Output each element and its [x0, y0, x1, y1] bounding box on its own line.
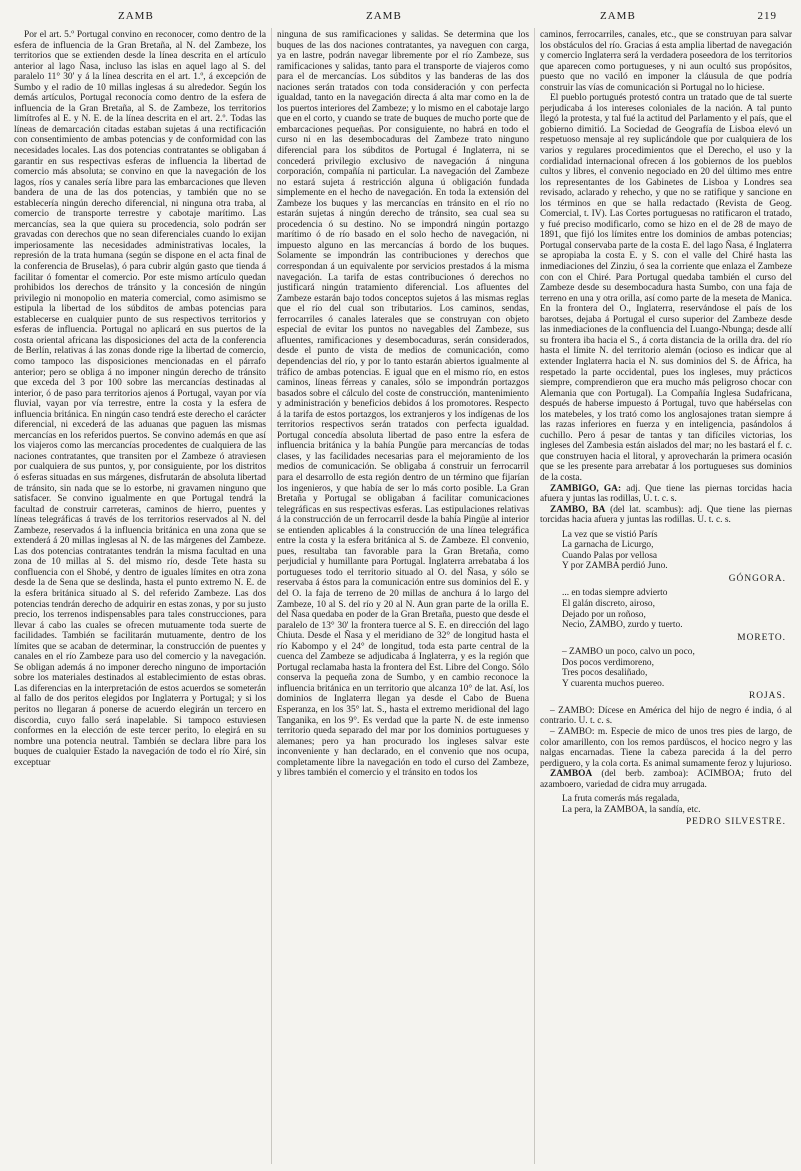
body-paragraph: Por el art. 5.º Portugal convino en reconocer, como dentro de la esfera de influencia de la Gran Bretaña, al N. del Zambeze, los territorios que se extienden desde la línea descrita en el artículo anterior al lago Ñasa, incluso las islas en aquel lago al S. del paralelo 11° 30' y á la línea descrita en el art. 1.º, á excepción de Sumbo y el radio de 10 millas inglesas á su alrededor. Según los demás artículos, Portugal reconocía como dentro de la esfera de influencia de la Gran Bretaña, al S. de Zambeze, los territorios limítrofes al E. y N. E. de la línea descrita en el art. 2.º. Todas las líneas de demarcación citadas estaban sujetas á una rectificación con consentimiento de ambas potencias y de conformidad con las necesidades locales. Las dos potencias contratantes se obligaban á garantir en sus respectivas esferas de influencia la libertad de comercio más absoluta; se convino en que la navegación de los lagos, ríos y canales sería libre para las embarcaciones que lleven bandera de una de las dos potencias, y también que no se establecería ningún derecho diferencial, ni ninguna otra traba, al comercio de transporte terrestre y cabotaje marítimo. Las mercancías, sea la que quiera su procedencia, solo podrán ser gravadas con derechos que no sean diferenciales cuando lo exijan imperiosamente las necesidades administrativas locales, la represión de la trata humana (según se dispone en el acta final de la conferencia de Bruselas), ó para cubrir algún gasto que tienda á facilitar ó fomentar el comercio. Por este mismo artículo quedan prohibidos los derechos de tránsito y la concesión de ningún privilegio ni monopolio en materia comercial, como asimismo se estipula la libertad de los súbditos de ambas potencias para establecerse en cualquier punto de sus respectivos territorios y esferas de influencia. Portugal no aplicará en sus puertos de la costa oriental africana las disposiciones del acta de la conferencia de Berlín, relativas á las zonas donde rige la libertad de comercio, como tampoco las disposiciones mencionadas en el párrafo anterior; pero se obliga á no imponer ningún derecho de tránsito que exceda del 3 por 100 sobre las mercancías destinadas al interior, ó de paso para territorios ajenos á Portugal, vayan por vía fluvial, vayan por vía terrestre, entre la costa y la esfera de influencia británica. En ningún caso tendrá este derecho el carácter diferencial, ni excederá de las aduanas que paguen las mismas mercancías en los referidos puertos. Se convino además en que así los viajeros como las mercancías procedentes de cualquiera de las naciones contratantes, que transiten por el Zambeze ó atraviesen por cualquiera de sus puntos, y, por consiguiente, por los distritos ó esferas situadas en sus márgenes, disfrutarán de absoluta libertad de tránsito, sin nada que se lo estorbe, ni gravamen ninguno que satisfacer. Se convino igualmente en que Portugal tendrá la facultad de construir carreteras, caminos de hierro, puentes y líneas telegráficas á través de los territorios reservados al N. del Zambeze, reservados á la influencia británica en una zona que se extenderá á 20 millas inglesas al N. de las márgenes del Zambeze. Las dos potencias contratantes tendrán la misma facultad en una zona de 10 millas al S. del mismo río, desde Tete hasta su confluencia con el Shobé, y dentro de iguales límites en otra zona desde la de Sena que se deslinda, hasta el punto extremo N. E. de la esfera británica situado al S. del referido Zambeze. Las dos potencias tendrán derecho de adquirir en estas zonas, y por su justo precio, los terrenos indispensables para tales construcciones, para llevar á cabo las cuales se ofrecen mutuamente toda suerte de facilidades. También se facilitarán mutuamente, dentro de los límites que se acaban de determinar, la construcción de puentes y canales en el río Zambeze para uso del comercio y la navegación. Se obligan además á no imponer derecho ninguno de importación sobre los materiales destinados al establecimiento de estas obras. Las diferencias en la interpretación de estos acuerdos se someterán al fallo de dos peritos elegidos por Inglaterra y Portugal; y si los peritos no llegaran á ponerse de acuerdo elegirán un tercero en discordia, cuyo fallo será inapelable. Si tampoco estuviesen conformes en la elección de este tercer perito, lo elegirá en su nombre una potencia neutral. También se declara libre para los buques de cualquier Estado la navegación de todo el río Xiré, sin exceptuar [14, 30, 266, 768]
verse-line: ... en todas siempre advierto [562, 588, 668, 599]
entry-zambo-mico: – ZAMBO: m. Especie de mico de unos tres pies de largo, de color amarillento, con los remos pardüscos, el hocico negro y las nalgas encarnadas. Tiene la cabeza parecida á la del perro perdiguero, y la cola corta. Es animal sumamente feroz y lujurioso. [540, 727, 792, 769]
entry-zambo [540, 505, 792, 526]
text-column-3 [540, 30, 792, 1164]
verse-line: La garnacha de Licurgo, [562, 540, 654, 551]
entry-definition: (del lat. scambus): adj. Que tiene las piernas torcidas hacia afuera y juntas las rodillas. U. t. c. s. [540, 504, 792, 526]
verse-line: La fruta comerás más regalada, [562, 794, 680, 805]
verse-line: Dejado por un roñoso, [562, 609, 646, 620]
quotation-silvestre [562, 794, 792, 815]
running-head [0, 10, 801, 24]
entry-headword: ZAMBIGO, GA: [550, 483, 622, 494]
body-paragraph: El pueblo portugués protestó contra un tratado que de tal suerte perjudicaba á los intereses coloniales de la nación. A tal punto llegó la protesta, y tal fué la actitud del Parlamento y el país, que el gobierno dimitió. La Sociedad de Geografía de Lisboa elevó un respetuoso mensaje al rey suplicándole que por cualquiera de los varios y regulares procedimientos que el Derecho, el uso y la cordialidad internacional ofrecen á los gobiernos de los pueblos cultos y libres, el convenio negociado en 20 del último mes entre los representantes de los Gabinetes de Lisboa y Londres sea revisado, aclarado y rehecho, y que no se ratifique y sancione en los términos en que se halla redactado (Revista de Geog. Comercial, t. IV). Las Cortes portuguesas no ratificaron el tratado, y fué preciso modificarlo, como se hizo en el de 28 de mayo de 1891, que fijó los límites entre los dominios de ambas potencias; Portugal conservaba parte de la costa E. del lago Ñasa, é Inglaterra se apropiaba la costa E. y S. con el valle del Chiré hasta las inmediaciones del Zinziu, ó sea la corriente que enlaza el Zambeze con con el Chiré. Para Portugal quedaba también el curso del Zambeze desde su desembocadura hasta Sumbo, con una faja de terreno en una y otra orilla, así como parte de la meseta de Manica. En la frontera del O., Inglaterra, reservándose el país de los barotses, dejaba á Portugal el curso superior del Zambeze desde las inmediaciones de la confluencia del Luango-Nbunga; desde allí su frontera iba hacia el S., á corta distancia de la orilla dra. del río hasta el límite N. del territorio alemán (ocioso es indicar que al extender Inglaterra hacia el N. sus dominios del S. de África, ha respetado la parte occidental, pues los ingleses, muy prácticos siempre, comprendieron que era mucho más peligroso chocar con Alemania que con Portugal). La Compañía Inglesa Sudafricana, después de haberse impuesto á Portugal, tuvo que habérselas con los matebeles, y los trató como los anglosajones tratan siempre á las razas inferiores en fuerza y en inteligencia, pasándolos á cuchillo. Pero á pesar de tantas y tan difíciles victorias, los ingleses del Zambesia están aislados del mar; no les bastará el f. c. que construyen hacia el litoral, y aprovecharán la primera ocasión que se les presente para arrebatar á los portugueses sus dominios de la costa. [540, 93, 792, 483]
quotation-author: PEDRO SILVESTRE. [685, 817, 786, 828]
verse-line: Y por ZAMBA perdió Juno. [562, 561, 668, 572]
quotation-rojas [562, 647, 792, 689]
quotation-moreto [562, 588, 792, 630]
verse-line: Necio, ZAMBO, zurdo y tuerto. [562, 620, 683, 631]
verse-line: La pera, la ZAMBOA, la sandía, etc. [562, 804, 701, 815]
text-column-1 [14, 30, 266, 1164]
verse-line: Cuando Palas por vellosa [562, 550, 658, 561]
body-paragraph: ninguna de sus ramificaciones y salidas. Se determina que los buques de las dos naciones contratantes, ya naveguen con carga, ya en lastre, podrán navegar libremente por el río Zambeze, sus ramificaciones y salidas, tanto para el transporte de viajeros como para el de mercancías. Los súbditos y las banderas de las dos naciones serán tratados con toda consideración y con perfecta igualdad, tanto en la navegación directa á alta mar como en la de los puertos interiores del Zambeze; y lo mismo en el cabotaje largo que en el corto, y cuando se trate de buques de mucho porte que de embarcaciones pequeñas. Por consiguiente, no habrá en todo el curso ni en las desembocaduras del Zambeze trato ninguno diferencial para los súbditos de Portugal é Inglaterra, ni se concederá privilegio exclusivo de navegación á ninguna corporación, compañía ni particular. La navegación del Zambeze no estará sujeta á restricción alguna ú obligación fundada simplemente en el hecho de navegación. En toda la extensión del Zambeze los buques y las mercancías en tránsito en el río no estarán sujetas á ningún derecho de tránsito, sea cual sea su procedencia ó su destino. No se impondrá ningún portazgo marítimo ó de río basado en el solo hecho de navegación, ni impuesto alguno en las mercancías á bordo de los buques. Solamente se impondrán las contribuciones y derechos que correspondan á un equivalente por servicios prestados á la misma navegación. La tarifa de estas contribuciones ó derechos no justificará ningún tratamiento diferencial. Los afluentes del Zambeze estarán bajo todos conceptos sujetos á las mismas reglas que el río del cual son tributarios. Los caminos, sendas, ferrocarriles ó canales laterales que se construyan con objeto especial de evitar los puntos no navegables del Zambeze, sus afluentes, ramificaciones y desembocaduras, serán considerados, desde el punto de vista de medios de comunicación, como dependencias del río, y por lo tanto estarán abiertos igualmente al tráfico de ambas potencias. E igual que en el mismo río, en estos caminos, líneas férreas y canales, sólo se impondrán portazgos basados sobre el cálculo del coste de construcción, mantenimiento y administración y beneficios debidos á los promotores. Respecto á la tarifa de estos portazgos, los extranjeros y los indígenas de los territorios respectivos serán tratados con perfecta igualdad. Portugal concedía absoluta libertad de paso entre la esfera de influencia británica y la bahía Pungüe para mercancías de todas clases, y las facilidades necesarias para el mejoramiento de los medios de comunicación. Se obligaba á construir un ferrocarril para el desarrollo de esta región dentro de un término que fijarían los ingenieros, y que había de ser lo más corto posible. La Gran Bretaña y Portugal se obligaban á facilitar comunicaciones telegráficas en sus respectivas esferas. Las estipulaciones relativas á la construcción de un ferrocarril desde la bahía Pingüe al interior se entienden aplicables á la construcción de una línea telegráfica entre la costa y la esfera británica al S. de Zambeze. El convenio, pues, resultaba tan favorable para la Gran Bretaña, como perjudicial y humillante para Portugal. Inglaterra arrebataba á los portugueses todo el territorio situado al O. del Ñasa, y sólo se reservaba á éstos para la comunicación entre sus dominios del E. y del O. la faja de terreno de 20 millas de anchura á lo largo del Zambeze, 10 al S. del río y 20 al N. Aun gran parte de la orilla E. del Ñasa quedaba en poder de la Gran Bretaña, puesto que desde el paralelo de 13° 30' la frontera tuerce al S. E. en dirección del lago Chiuta. Desde el Ñasa y el meridiano de 32° de longitud hasta el río Kabompo y el 24° de longitud, toda esta parte central de la cuenca del Zambeze se adjudicaba á Inglaterra, y es la región que Portugal reclamaba hasta la frontera del Est. Libre del Congo. Sólo conserva la pequeña zona de Sumbo, y en cambio reconoce la influencia británica en un territorio que alcanza 10° de lat. Así, los dominios de Inglaterra llegan ya desde el Cabo de Buena Esperanza, en los 35° lat. S., hasta el extremo meridional del lago Tanganika, en los 9°. Es verdad que la parte N. de este inmenso territorio queda separado del mar por los dominios portugueses y alemanes; pero ya han procurado los ingleses salvar este inconveniente y han declarado, en el convenio que nos ocupa, completamente libre la navegación en todo el curso del Zambeze, y libres también el comercio y el tránsito en todos los [277, 30, 529, 779]
page-number: 219 [757, 10, 777, 22]
text-column-2 [277, 30, 529, 1164]
verse-line: Y cuarenta muchos puereo. [562, 678, 665, 689]
verse-line: Tres pocos desaliñado, [562, 668, 648, 679]
running-head-center: ZAMB [366, 10, 402, 22]
entry-definition: (del berb. zamboa): ACIMBOA; fruto del azamboero, variedad de cidra muy arrugada. [540, 769, 792, 790]
entry-zambo-america: – ZAMBO: Dícese en América del hijo de negro é india, ó al contrario. U. t. c. s. [540, 705, 792, 727]
running-head-left: ZAMB [118, 10, 154, 22]
quotation-gongora [562, 530, 792, 572]
column-divider [534, 28, 535, 1164]
entry-zambigo [540, 484, 792, 505]
entry-definition: adj. Que tiene las piernas torcidas hacia afuera y juntas las rodillas, U. t. c. s. [540, 483, 792, 505]
verse-line: Dos pocos verdimoreno, [562, 657, 654, 668]
quotation-author: ROJAS. [749, 691, 786, 702]
body-paragraph: caminos, ferrocarriles, canales, etc., que se construyan para salvar los obstáculos del río. Gracias á esta amplia libertad de navegación y comercio Inglaterra será la verdadera poseedora de los territorios que aparecen como portugueses, y ni aun ocultó sus propósitos, puesto que no vaciló en imponer la cláusula de que podría construir las vías de comunicación si Portugal no lo hiciese. [540, 30, 792, 93]
verse-line: La vez que se vistió París [562, 529, 658, 540]
entry-zamboa [540, 769, 792, 790]
verse-line: – ZAMBO un poco, calvo un poco, [562, 647, 695, 658]
column-divider [271, 28, 272, 1164]
verse-line: El galán discreto, airoso, [562, 598, 655, 609]
entry-headword: ZAMBOA [550, 769, 593, 780]
quotation-author: MORETO. [737, 632, 786, 643]
quotation-author: GÓNGORA. [728, 573, 786, 584]
entry-headword: ZAMBO, BA [550, 504, 606, 515]
running-head-right: ZAMB [600, 10, 636, 22]
